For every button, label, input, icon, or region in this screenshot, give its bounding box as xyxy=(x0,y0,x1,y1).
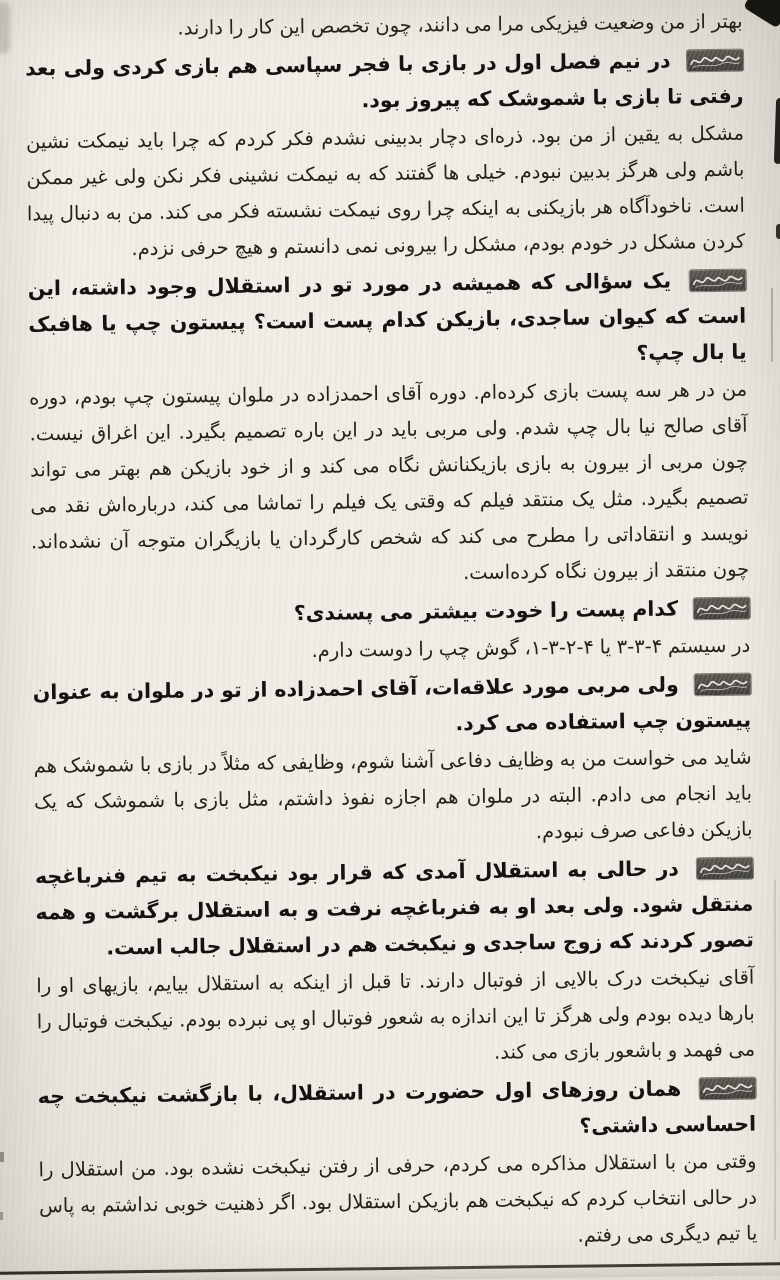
interview-question xyxy=(28,262,747,379)
paragraph-text: در نیم فصل اول در بازی با فجر سپاسی هم بازی کردی ولی بعد رفتی تا بازی با شموشک که پیروز بود. xyxy=(24,48,744,113)
magazine-question-badge-icon xyxy=(695,674,751,696)
magazine-question-badge-icon xyxy=(687,50,743,72)
paragraph-text: بهتر از من وضعیت فیزیکی مرا می دانند، چون تخصص این کار را دارند. xyxy=(177,9,743,40)
paragraph-text: یک سؤالی که همیشه در مورد تو در استقلال وجود داشته، این است که کیوان ساجدی، بازیکن کدام پست است؟ پیستون چپ یا هافبک یا بال چپ؟ xyxy=(27,268,747,365)
interview-question xyxy=(35,850,754,967)
paragraph-text: در حالی به استقلال آمدی که قرار بود نیکبخت به تیم فنرباغچه منتقل شود. ولی بعد او به فنرباغچه نرفت و به استقلال برگشت و همه تصور کردند که زوج ساجدی و نیکبخت هم در استقلال جالب است. xyxy=(34,856,754,960)
interview-answer xyxy=(26,116,746,269)
interview-answer xyxy=(33,740,752,857)
interview-answer xyxy=(36,960,755,1077)
page-bottom-edge xyxy=(0,1266,780,1280)
magazine-question-badge-icon xyxy=(699,1078,755,1100)
scan-margin-line-right xyxy=(771,288,773,362)
scan-shadow-right xyxy=(774,880,776,1240)
scan-dash-left xyxy=(0,1212,3,1220)
interview-answer xyxy=(38,1144,757,1261)
scan-edge-mark-right xyxy=(774,98,780,164)
paragraph-text: ولی مربی مورد علاقه‌ات، آقای احمدزاده از تو در ملوان به عنوان پیستون چپ استفاده می کرد. xyxy=(32,672,752,736)
scan-dash-left xyxy=(0,1152,4,1162)
paragraph-text: کدام پست را خودت بیشتر می پسندی؟ xyxy=(293,596,679,626)
paragraph-text: آقای نیکبخت درک بالایی از فوتبال دارند. تا قبل از اینکه به استقلال بیایم، بازیهای او را بارها دیده بودم ولی هرگز تا این اندازه به شعور فوتبال او پی نبرده بودم. نیکبخت فوتبال را می فهمد و باشعور بازی می کند. xyxy=(36,965,756,1064)
bottom-rule-line xyxy=(0,1262,780,1275)
paragraph-text: وقتی من با استقلال مذاکره می کردم، حرفی از رفتن نیکبخت نشده بود. من استقلال را در حالی انتخاب کردم که نیکبخت هم بازیکن استقلال بود. اگر ذهنیت خوبی نداشتم به پاس یا تیم دیگری می رفتم. xyxy=(38,1149,758,1247)
article-body xyxy=(10,0,769,1262)
paragraph-text: من در هر سه پست بازی کرده‌ام. دوره آقای احمدزاده در ملوان پیستون چپ بودم، دوره آقای صالح نیا بال چپ شدم. ولی مربی باید در این باره تصمیم بگیرد. این اغراق نیست. چون مربی از بیرون به بازی بازیکنانش نگاه می کند و از خود بازیکن هم بهتر می تواند تصمیم بگیرد. مثل یک منتقد فیلم که وقتی یک فیلم را تماشا می کند، درباره‌اش نقد می نویسد و انتقاداتی را مطرح می کند که شخص کارگردان یا بازیگران متوجه آن نشده‌اند. چون منتقد از بیرون نگاه کرده‌است. xyxy=(28,377,750,585)
scan-edge-blob-right xyxy=(776,224,780,239)
scan-smudge-top-left xyxy=(0,2,10,54)
interview-answer xyxy=(32,628,750,673)
interview-question xyxy=(32,590,750,635)
interview-question xyxy=(37,1070,756,1151)
magazine-question-badge-icon xyxy=(694,598,750,620)
paragraph-text: شاید می خواست من به وظایف دفاعی آشنا شوم، وظایفی که مثلاً در بازی با شموشک هم باید انجام می دادم. البته در ملوان هم اجازه نفوذ داشتم، مثل بازی با شموشک که یک بازیکن دفاعی صرف نبودم. xyxy=(33,745,753,844)
paragraph-text: در سیستم ۴-۳-۳ یا ۴-۲-۳-۱، گوش چپ را دوست دارم. xyxy=(311,633,751,662)
paragraph-text: همان روزهای اول حضورت در استقلال، با بازگشت نیکبخت چه احساسی داشتی؟ xyxy=(37,1076,757,1138)
magazine-question-badge-icon xyxy=(697,858,753,880)
interview-answer xyxy=(24,4,742,49)
paragraph-text: مشکل به یقین از من بود. ذره‌ای دچار بدبینی نشدم فکر کردم که چرا باید نیمکت نشین باشم ولی هرگز بدبین نبودم. خیلی ها گفتند که به نیمکت نشینی فکر نکن ولی غیر ممکن است. ناخودآگاه هر بازیکنی به اینکه چرا روی نیمکت نشسته فکر می کند. من به دنبال پیدا کردن مشکل در خودم بودم، مشکل را بیرونی نمی دانستم و هیچ حرفی نزدم. xyxy=(25,121,746,261)
magazine-question-badge-icon xyxy=(690,270,746,292)
interview-answer xyxy=(29,372,750,597)
interview-question xyxy=(25,42,744,123)
interview-question xyxy=(33,666,752,747)
